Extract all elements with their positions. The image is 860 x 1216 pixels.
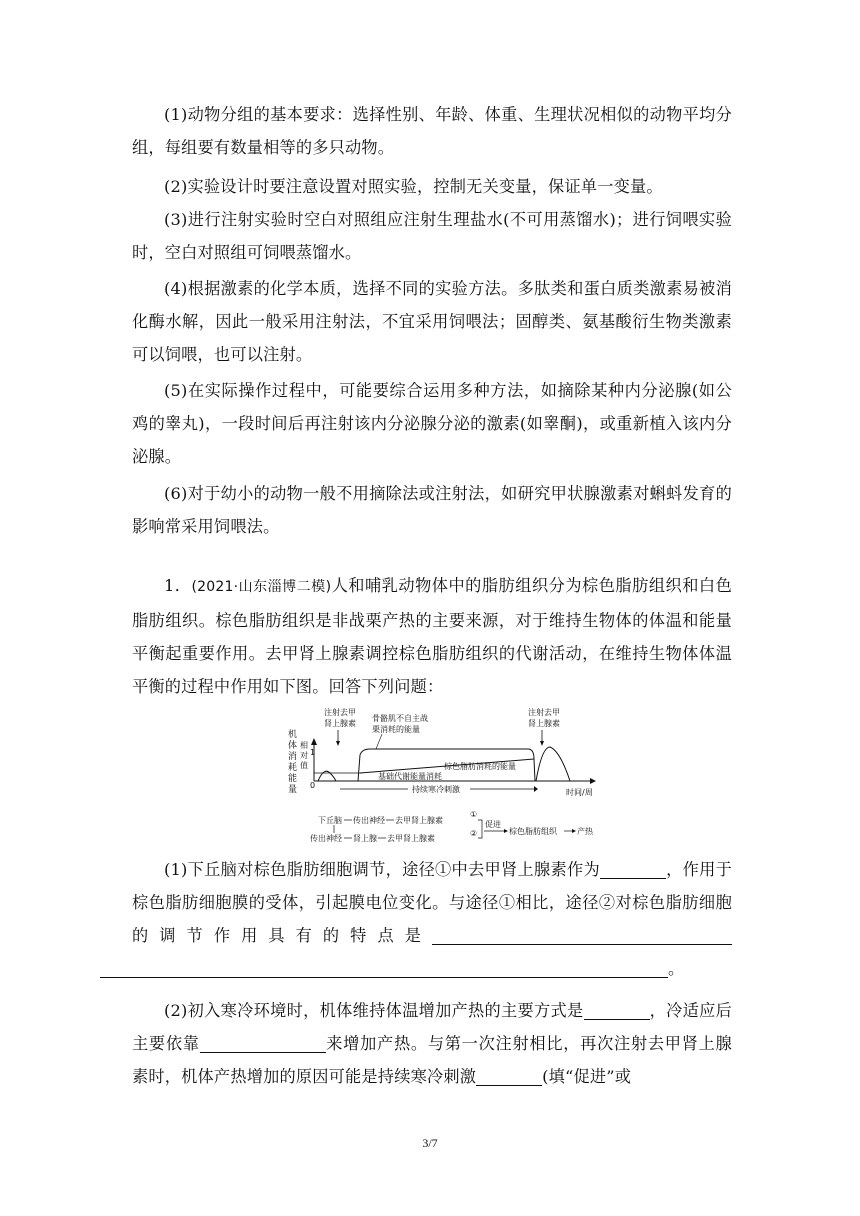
y-tick-1: 1 bbox=[310, 748, 316, 757]
note-2: (2)实验设计时要注意设置对照实验，控制无关变量，保证单一变量。 bbox=[164, 177, 663, 196]
second-injection-peak bbox=[536, 747, 570, 781]
svg-text:消: 消 bbox=[288, 752, 298, 762]
y-axis-sublabel bbox=[300, 740, 308, 770]
path2-adrenal: 肾上腺 bbox=[353, 834, 377, 843]
sub1-end: 。 bbox=[668, 959, 685, 978]
inject-right-2: 肾上腺素 bbox=[528, 719, 560, 728]
sub2-part-c: 来增加产热。与第一次注射相比，再次注射去甲肾上腺素时，机体产热增加的原因可能是持续寒冷刺激 bbox=[132, 1034, 732, 1086]
path2-nerve: 传出神经 bbox=[310, 834, 342, 843]
sub2-part-d: (填“促进”或 bbox=[542, 1067, 632, 1086]
svg-text:能: 能 bbox=[288, 774, 298, 784]
sub2-blank-3[interactable] bbox=[476, 1067, 542, 1086]
inject-left-arrowhead bbox=[336, 741, 340, 746]
target-label: 棕色脂肪组织 bbox=[509, 827, 557, 836]
sub2-blank-2[interactable] bbox=[200, 1034, 326, 1053]
brown-fat-label: 棕色脂肪消耗的能量 bbox=[444, 762, 516, 771]
x-axis-arrow bbox=[590, 778, 596, 784]
heat-arrowhead bbox=[572, 829, 576, 833]
shiver-label-2: 栗消耗的能量 bbox=[372, 725, 420, 734]
page-number: 3/7 bbox=[422, 1136, 438, 1150]
y-axis-arrow bbox=[311, 738, 317, 745]
cold-arrowhead bbox=[534, 786, 538, 792]
sub2-part-b: ，冷适应后主要依靠 bbox=[132, 1001, 733, 1053]
sub1-blank-3[interactable] bbox=[100, 959, 668, 978]
inject-right-1: 注射去甲 bbox=[528, 708, 560, 717]
shiver-pointer bbox=[376, 734, 382, 749]
inject-right-arrowhead bbox=[540, 741, 544, 746]
shiver-label-1: 骨骼肌不自主战 bbox=[372, 714, 428, 723]
path2-hormone: 去甲肾上腺素 bbox=[387, 834, 435, 843]
question-stem: 人和哺乳动物体中的脂肪组织分为棕色脂肪组织和白色脂肪组织。棕色脂肪组织是非战栗产热的主要来源，对于维持生物体的体温和能量平衡起重要作用。去甲肾上腺素调控棕色脂肪组织的代谢活动，在维持生物体体温平衡的过程中作用如下图。回答下列问题： bbox=[132, 576, 732, 696]
basal-label: 基础代谢能量消耗 bbox=[378, 772, 442, 781]
sub1-blank-1[interactable] bbox=[600, 860, 666, 879]
promote-label: 促进 bbox=[485, 820, 501, 829]
svg-text:体: 体 bbox=[288, 741, 298, 751]
sub1-part-b: ，作用于棕色脂肪细胞膜的受体，引起膜电位变化。与途径①相比，途径②对棕色脂肪细胞的调节作用具有的特点是 bbox=[132, 860, 732, 945]
svg-text:机: 机 bbox=[288, 730, 298, 740]
path1-hormone: 去甲肾上腺素 bbox=[395, 816, 443, 825]
circle-2: ② bbox=[470, 829, 478, 838]
note-4: (4)根据激素的化学本质，选择不同的实验方法。多肽类和蛋白质类激素易被消化酶水解，因此一般采用注射法，不宜采用饲喂法；固醇类、氨基酸衍生物类激素可以饲喂，也可以注射。 bbox=[132, 279, 732, 364]
note-1: (1)动物分组的基本要求：选择性别、年龄、体重、生理状况相似的动物平均分组，每组要有数量相等的多只动物。 bbox=[132, 105, 732, 157]
sub-question-2 bbox=[132, 994, 732, 1093]
merge-bracket bbox=[478, 820, 482, 838]
circle-1: ① bbox=[470, 810, 478, 819]
energy-figure bbox=[280, 703, 620, 853]
svg-text:相: 相 bbox=[300, 741, 308, 750]
svg-text:耗: 耗 bbox=[288, 763, 298, 773]
svg-text:对: 对 bbox=[300, 751, 308, 760]
y-axis-label bbox=[288, 728, 297, 795]
y-tick-0: 0 bbox=[310, 781, 316, 790]
note-3: (3)进行注射实验时空白对照组应注射生理盐水(不可用蒸馏水)；进行饲喂实验时，空白对照组可饲喂蒸馏水。 bbox=[132, 210, 732, 262]
note-6: (6)对于幼小的动物一般不用摘除法或注射法，如研究甲状腺激素对蝌蚪发育的影响常采用饲喂法。 bbox=[132, 484, 732, 536]
sub-question-1 bbox=[132, 853, 732, 985]
note-5: (5)在实际操作过程中，可能要综合运用多种方法，如摘除某种内分泌腺(如公鸡的睾丸)，一段时间后再注射该内分泌腺分泌的激素(如睾酮)，或重新植入该内分泌腺。 bbox=[132, 381, 732, 466]
path1-hypothalamus: 下丘脑 bbox=[318, 816, 342, 825]
promote-arrowhead bbox=[504, 829, 508, 833]
question-1 bbox=[132, 569, 732, 703]
heat-label: 产热 bbox=[577, 827, 593, 836]
sub2-blank-1[interactable] bbox=[584, 1001, 650, 1020]
inject-left-1: 注射去甲 bbox=[324, 708, 356, 717]
inject-left-2: 肾上腺素 bbox=[324, 719, 356, 728]
path1-nerve: 传出神经 bbox=[353, 816, 385, 825]
sub1-blank-2[interactable] bbox=[432, 926, 732, 945]
sub2-part-a: (2)初入寒冷环境时，机体维持体温增加产热的主要方式是 bbox=[164, 1001, 584, 1020]
x-axis-label: 时间/周 bbox=[566, 788, 593, 797]
svg-text:值: 值 bbox=[300, 761, 308, 770]
sub1-part-a: (1)下丘脑对棕色脂肪细胞调节，途径①中去甲肾上腺素作为 bbox=[164, 860, 601, 879]
question-source: (2021·山东淄博二模) bbox=[191, 579, 332, 595]
question-number: 1． bbox=[164, 576, 192, 595]
cold-label: 持续寒冷刺激 bbox=[412, 785, 460, 794]
svg-text:量: 量 bbox=[288, 785, 298, 795]
